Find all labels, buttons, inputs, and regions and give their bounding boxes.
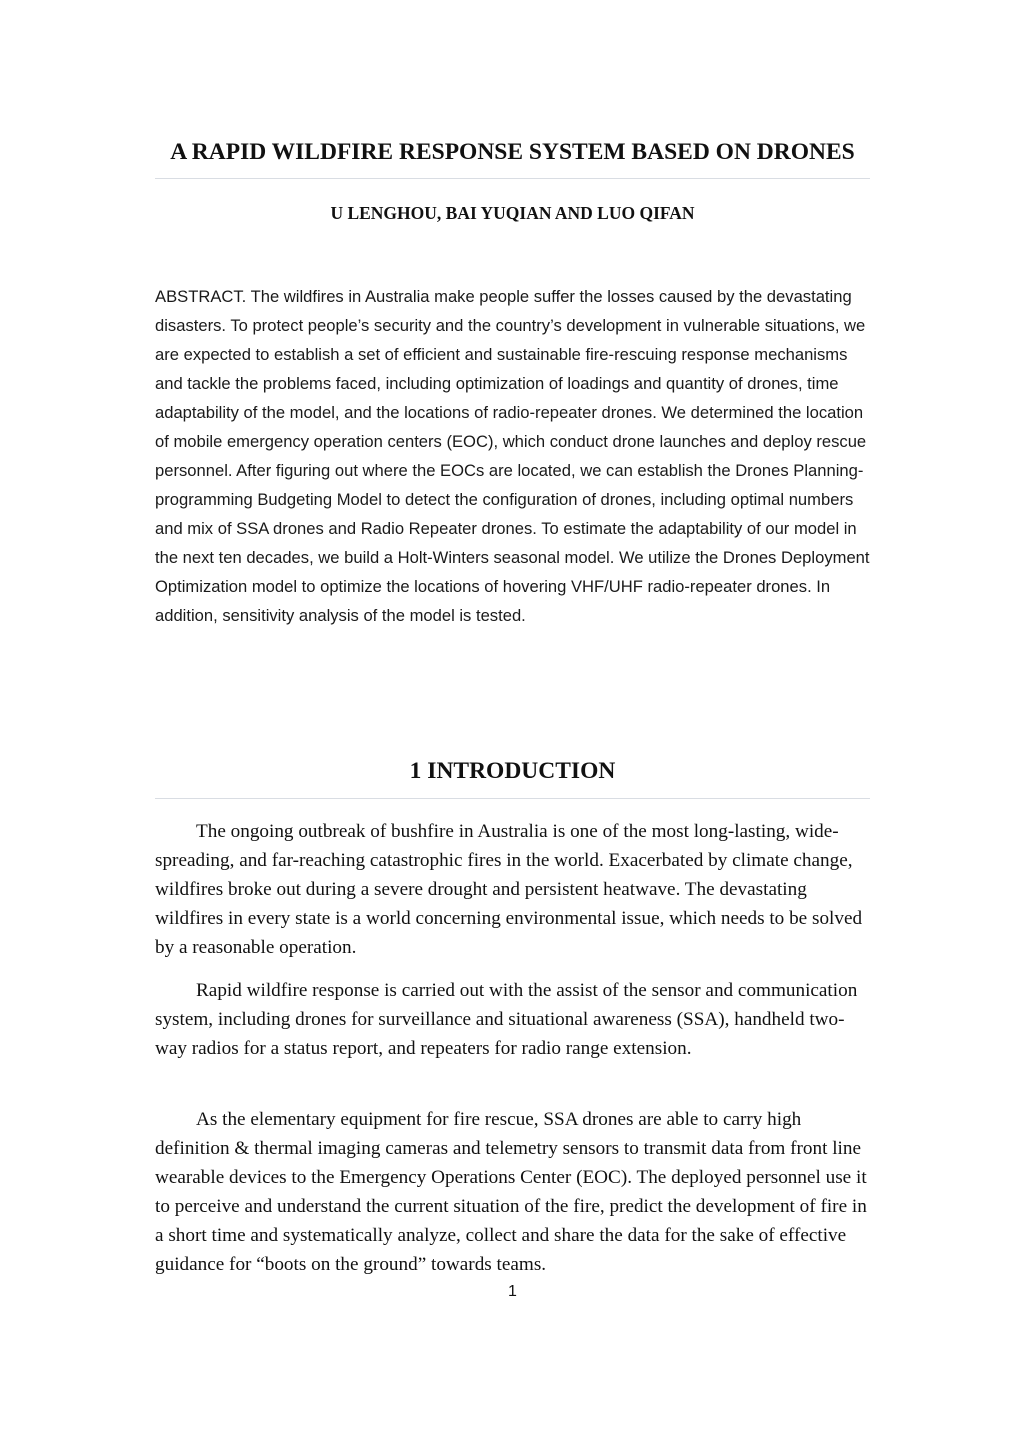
- intro-paragraph-3: As the elementary equipment for fire rescue, SSA drones are able to carry high definition & thermal imaging cameras and telemetry sensors to transmit data from front line wearable devices to the Emergency Operations Center (EOC). The deployed personnel use it to perceive and understand the current situation of the fire, predict the development of fire in a short time and systematically analyze, collect and share the data for the sake of effective guidance for “boots on the ground” towards teams.: [155, 1109, 867, 1275]
- intro-paragraph-2: Rapid wildfire response is carried out with the assist of the sensor and communication system, including drones for surveillance and situational awareness (SSA), handheld two-way radios for a status report, and repeaters for radio range extension.: [155, 980, 858, 1059]
- section-heading-introduction: 1 INTRODUCTION: [409, 758, 616, 784]
- paper-title: A RAPID WILDFIRE RESPONSE SYSTEM BASED ON DRONES: [170, 139, 855, 165]
- intro-paragraph-1: The ongoing outbreak of bushfire in Australia is one of the most long-lasting, wide-spreading, and far-reaching catastrophic fires in the world. Exacerbated by climate change, wildfires broke out during a severe drought and persistent heatwave. The devastating wildfires in every state is a world concerning environmental issue, which needs to be solved by a reasonable operation.: [155, 821, 863, 958]
- abstract-paragraph: ABSTRACT. The wildfires in Australia make people suffer the losses caused by the devastating disasters. To protect people’s security and the country’s development in vulnerable situations, we are expected to establish a set of efficient and sustainable fire-rescuing response mechanisms and tackle the problems faced, including optimization of loadings and quantity of drones, time adaptability of the model, and the locations of radio-repeater drones. We determined the location of mobile emergency operation centers (EOC), which conduct drone launches and deploy rescue personnel. After figuring out where the EOCs are located, we can establish the Drones Planning-programming Budgeting Model to detect the configuration of drones, including optimal numbers and mix of SSA drones and Radio Repeater drones. To estimate the adaptability of our model in the next ten decades, we build a Holt-Winters seasonal model. We utilize the Drones Deployment Optimization model to optimize the locations of hovering VHF/UHF radio-repeater drones. In addition, sensitivity analysis of the model is tested.: [155, 287, 870, 625]
- title-divider: [155, 178, 870, 179]
- page-number: 1: [508, 1283, 517, 1300]
- paper-authors: U LENGHOU, BAI YUQIAN AND LUO QIFAN: [330, 203, 695, 223]
- section-divider: [155, 798, 870, 799]
- paper-page: [155, 0, 870, 1448]
